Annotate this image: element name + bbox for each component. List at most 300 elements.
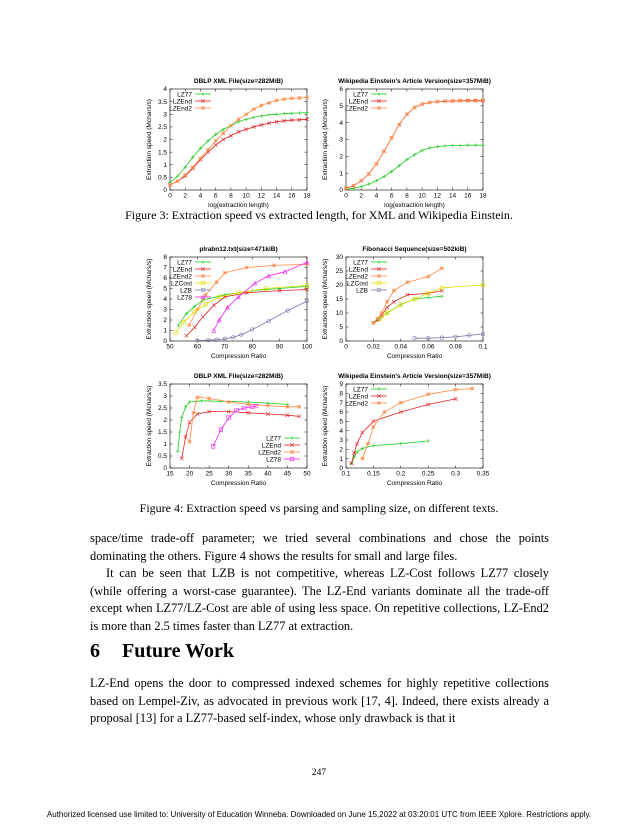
legend-label: LZ78 [266, 456, 281, 464]
series-lzend [168, 118, 309, 187]
legend-label: LZEnd [172, 266, 192, 274]
data-point [405, 112, 409, 116]
legend-marker-glyph [377, 92, 381, 96]
legend-label: LZ77 [177, 91, 192, 99]
legend-marker [290, 450, 294, 454]
data-point [426, 392, 430, 396]
y-tick-label: 2.5 [157, 124, 167, 132]
legend-label: LZ77 [266, 435, 281, 443]
y-tick-label: 5 [163, 285, 167, 293]
data-point [187, 323, 191, 327]
legend-label: LZ77 [353, 386, 368, 394]
data-point [367, 182, 371, 186]
data-point [267, 113, 271, 117]
chart-svg [140, 72, 325, 214]
data-point [440, 294, 444, 298]
data-point [375, 179, 379, 183]
chart-fig4-plrabn [140, 240, 325, 365]
data-point [440, 266, 444, 270]
data-point [392, 300, 396, 304]
y-tick-label: 2.5 [157, 405, 167, 413]
series-lzend [180, 410, 301, 460]
x-tick-label: 80 [248, 343, 256, 351]
data-point [426, 296, 430, 300]
y-tick-label: 2 [339, 446, 343, 454]
legend-marker [377, 92, 381, 96]
section-number: 6 [90, 640, 100, 662]
y-tick-label: 1 [339, 170, 343, 178]
x-tick-label: 16 [288, 192, 296, 200]
y-axis-label: Extraction speed (Mchars/s) [322, 258, 329, 340]
data-point [426, 439, 430, 443]
data-point [372, 425, 376, 429]
x-tick-label: 12 [433, 192, 441, 200]
y-tick-label: 10 [335, 310, 343, 318]
x-tick-label: 0.2 [396, 470, 406, 478]
figure4-caption: Figure 4: Extraction speed vs parsing and sampling size, on different texts. [139, 501, 499, 515]
y-tick-label: 1 [163, 161, 167, 169]
y-tick-label: 7 [163, 264, 167, 272]
y-tick-label: 25 [335, 268, 343, 276]
y-tick-label: 1.5 [157, 149, 167, 157]
legend-marker [377, 401, 381, 405]
x-tick-label: 70 [221, 343, 229, 351]
data-point [443, 144, 447, 148]
data-point [383, 410, 387, 414]
data-point [470, 387, 474, 391]
x-tick-label: 35 [244, 470, 252, 478]
data-point [375, 162, 379, 166]
series-lz77 [372, 294, 444, 324]
data-point [361, 431, 365, 435]
x-tick-label: 10 [242, 192, 250, 200]
data-point [229, 124, 233, 128]
data-point [201, 315, 205, 319]
data-point [246, 403, 250, 407]
y-tick-label: 2 [339, 153, 343, 161]
legend-marker-glyph [290, 436, 294, 440]
legend-label: LZEnd [261, 442, 281, 450]
data-point [275, 112, 279, 116]
data-point [212, 304, 216, 308]
y-tick-label: 20 [335, 282, 343, 290]
data-point [436, 145, 440, 149]
paragraph-1: space/time trade-off parameter; we tried several combinations and chose the points dominating the others. Figure 4 shows the results for small and large files. [90, 531, 549, 563]
chart-fig4-xml [140, 367, 325, 492]
data-point [344, 187, 348, 191]
data-point [385, 306, 389, 310]
data-point [252, 115, 256, 119]
y-tick-label: 1.5 [157, 429, 167, 437]
legend-label: LZ77 [353, 91, 368, 99]
legend-label: LZEnd [348, 98, 368, 106]
footer-notice: Authorized licensed use limited to: University of Education Winneba. Downloaded on June 15,2022 at 03:20:01 UTC from IEEE Xplore. Restrictions apply. [46, 810, 592, 819]
data-point [221, 138, 225, 142]
chart-title: Wikipedia Einstein's Article Version(size=357MiB) [338, 373, 491, 380]
data-point [390, 136, 394, 140]
x-tick-label: 2 [359, 192, 364, 200]
legend-marker-glyph [377, 274, 381, 278]
data-point [223, 271, 227, 275]
legend-label: LZEnd [348, 393, 368, 401]
data-point [382, 149, 386, 153]
y-tick-label: 3 [163, 393, 167, 401]
x-tick-label: 2 [183, 192, 188, 200]
data-point [183, 173, 187, 177]
data-point [372, 321, 376, 325]
data-point [458, 99, 462, 103]
data-point [366, 442, 370, 446]
data-point [252, 107, 256, 111]
x-tick-label: 30 [225, 470, 233, 478]
y-tick-label: 9 [339, 381, 343, 389]
x-tick-label: 0.04 [394, 343, 408, 351]
x-tick-label: 0.3 [451, 470, 461, 478]
x-tick-label: 16 [464, 192, 472, 200]
y-tick-label: 15 [335, 296, 343, 304]
data-point [352, 184, 356, 188]
series-lz77 [168, 111, 309, 184]
y-tick-label: 0 [163, 187, 167, 195]
y-tick-label: 1 [163, 327, 167, 335]
legend-label: LZEnd2 [169, 273, 192, 281]
data-point [474, 143, 478, 147]
x-tick-label: 4 [198, 192, 203, 200]
data-point [426, 275, 430, 279]
legend-marker-glyph [377, 260, 381, 264]
series-line [346, 145, 483, 189]
data-point [266, 404, 270, 408]
data-point [436, 100, 440, 104]
y-axis-label: Extraction speed (Mchars/s) [146, 385, 153, 467]
legend-label: LZCost [347, 280, 368, 288]
x-tick-label: 10 [418, 192, 426, 200]
series-lzb [196, 299, 309, 342]
data-point [443, 99, 447, 103]
x-tick-label: 0.02 [367, 343, 380, 351]
legend-label: LZEnd2 [169, 105, 192, 113]
x-tick-label: 18 [303, 192, 311, 200]
x-tick-label: 14 [272, 192, 281, 200]
data-point [372, 444, 376, 448]
legend-label: LZB [180, 287, 192, 295]
legend-label: LZ78 [177, 294, 192, 302]
chart-svg [140, 367, 325, 492]
legend-marker [201, 92, 205, 96]
legend-label: LZEnd [348, 266, 368, 274]
y-tick-label: 3.5 [157, 98, 167, 106]
data-point [361, 457, 365, 461]
chart-svg [316, 240, 501, 365]
y-tick-label: 3 [163, 306, 167, 314]
data-point [466, 98, 470, 102]
data-point [244, 112, 248, 116]
y-tick-label: 1 [339, 455, 343, 463]
y-tick-label: 3.5 [157, 381, 167, 389]
series-line [197, 301, 307, 340]
y-tick-label: 0 [339, 338, 343, 346]
data-point [206, 148, 210, 152]
series-lz77 [350, 439, 430, 465]
legend-label: LZ77 [353, 259, 368, 267]
y-tick-label: 7 [339, 399, 343, 407]
data-point [481, 143, 485, 147]
series-lzend2 [187, 263, 308, 328]
data-point [290, 111, 294, 115]
data-point [466, 143, 470, 147]
data-point [260, 104, 264, 108]
data-point [297, 405, 301, 409]
data-point [298, 96, 302, 100]
data-point [380, 311, 384, 315]
data-point [290, 97, 294, 101]
x-axis-label: Compression Ratio [386, 353, 443, 360]
y-tick-label: 0.5 [157, 174, 167, 182]
series-line [346, 100, 483, 188]
x-tick-label: 0.25 [421, 470, 435, 478]
data-point [207, 397, 211, 401]
y-axis-label: Extraction speed (Mchars/s) [322, 99, 329, 180]
data-point [367, 172, 371, 176]
series-line [373, 291, 442, 323]
x-tick-label: 4 [374, 192, 379, 200]
y-tick-label: 0 [339, 465, 343, 473]
x-tick-label: 14 [448, 192, 457, 200]
data-point [392, 289, 396, 293]
legend-label: LZEnd2 [345, 105, 368, 113]
data-point [244, 118, 248, 122]
y-tick-label: 5 [339, 324, 343, 332]
chart-svg [140, 240, 325, 365]
legend-marker-glyph [377, 106, 381, 110]
legend-marker-glyph [377, 387, 381, 391]
y-tick-label: 5 [339, 418, 343, 426]
data-point [178, 430, 182, 434]
y-tick-label: 1 [163, 441, 167, 449]
y-tick-label: 2 [163, 417, 167, 425]
x-axis-label: log(extraction length) [208, 202, 269, 209]
chart-fig3-xml [140, 72, 325, 214]
data-point [420, 149, 424, 153]
x-tick-label: 8 [229, 192, 233, 200]
page-number: 247 [311, 768, 327, 778]
x-tick-label: 6 [389, 192, 394, 200]
x-tick-label: 90 [275, 343, 284, 351]
y-tick-label: 0 [163, 465, 167, 473]
y-tick-label: 6 [339, 409, 343, 417]
data-point [229, 134, 233, 138]
x-tick-label: 0.1 [341, 470, 351, 478]
legend-marker-glyph [201, 92, 205, 96]
data-point [451, 99, 455, 103]
data-point [275, 99, 279, 103]
data-point [413, 106, 417, 110]
chart-fig4-wiki [316, 367, 501, 492]
chart-title: DBLP XML File(size=282MiB) [193, 373, 284, 380]
data-point [451, 144, 455, 148]
data-point [399, 401, 403, 405]
y-axis-label: Extraction speed (Mchars/s) [146, 258, 153, 340]
series-lzend2 [372, 266, 444, 324]
y-tick-label: 3 [339, 136, 343, 144]
data-point [286, 405, 290, 409]
data-point [204, 293, 208, 297]
legend-marker-glyph [377, 401, 381, 405]
y-tick-label: 2 [163, 136, 167, 144]
x-axis-label: log(extraction length) [384, 202, 445, 209]
chart-title: plrabn12.txt(size=471kiB) [199, 246, 278, 253]
x-tick-label: 0.08 [449, 343, 462, 351]
series-lz77 [344, 143, 485, 191]
series-line [415, 334, 484, 338]
data-point [428, 146, 432, 150]
legend-marker [377, 274, 381, 278]
x-tick-label: 25 [205, 470, 213, 478]
series-line [352, 441, 429, 463]
data-point [406, 280, 410, 284]
legend-marker-glyph [290, 450, 294, 454]
y-tick-label: 6 [163, 275, 167, 283]
chart-title: Fibonacci Sequence(size=502kiB) [362, 246, 467, 253]
y-axis-label: Extraction speed (Mchars/s) [322, 385, 329, 467]
data-point [272, 264, 276, 268]
x-tick-label: 0.35 [476, 470, 490, 478]
x-axis-label: Compression Ratio [210, 353, 267, 360]
legend-marker [377, 387, 381, 391]
data-point [282, 112, 286, 116]
data-point [188, 440, 192, 444]
series-line [182, 412, 300, 459]
x-tick-label: 8 [405, 192, 409, 200]
y-tick-label: 30 [335, 254, 343, 262]
y-tick-label: 4 [163, 296, 167, 304]
data-point [267, 101, 271, 105]
x-tick-label: 40 [264, 470, 272, 478]
data-point [215, 280, 219, 284]
data-point [372, 420, 376, 424]
data-point [180, 416, 184, 420]
x-tick-label: 15 [166, 470, 174, 478]
legend-marker-glyph [201, 274, 205, 278]
figure3-caption: Figure 3: Extraction speed vs extracted length, for XML and Wikipedia Einstein. [125, 208, 513, 222]
x-axis-label: Compression Ratio [386, 480, 443, 487]
x-tick-label: 0 [344, 192, 348, 200]
series-lzend [372, 289, 444, 325]
data-point [168, 183, 172, 187]
series-lzend [344, 99, 485, 190]
x-tick-label: 12 [257, 192, 265, 200]
legend-label: LZ77 [177, 259, 192, 267]
x-tick-label: 0.06 [421, 343, 435, 351]
y-tick-label: 4 [163, 86, 167, 94]
data-point [214, 139, 218, 143]
series-line [346, 101, 483, 189]
y-tick-label: 2 [163, 317, 167, 325]
x-tick-label: 20 [185, 470, 194, 478]
series-line [352, 399, 456, 463]
data-point [305, 96, 309, 100]
data-point [221, 131, 225, 135]
series-lzb [413, 332, 485, 340]
data-point [359, 185, 363, 189]
data-point [481, 98, 485, 102]
data-point [237, 118, 241, 122]
chart-title: Wikipedia Einstein's Article Version(size=357MiB) [338, 78, 491, 85]
x-tick-label: 0.15 [367, 470, 380, 478]
section-title: Future Work [122, 640, 235, 662]
data-point [227, 400, 231, 404]
data-point [211, 445, 215, 449]
chart-svg [316, 72, 501, 214]
data-point [420, 102, 424, 106]
x-tick-label: 60 [193, 343, 202, 351]
data-point [305, 111, 309, 115]
series-lz78 [211, 404, 258, 448]
data-point [376, 317, 380, 321]
y-tick-label: 4 [339, 427, 343, 435]
series-lzend [350, 397, 458, 465]
y-tick-label: 6 [339, 86, 343, 94]
data-point [193, 326, 197, 330]
data-point [176, 449, 180, 453]
data-point [428, 101, 432, 105]
legend-label: LZEnd2 [345, 400, 368, 408]
chart-title: DBLP XML File(size=282MiB) [193, 78, 284, 85]
series-lz77 [176, 285, 308, 327]
y-tick-label: 3 [339, 437, 343, 445]
x-tick-label: 50 [166, 343, 174, 351]
data-point [385, 300, 389, 304]
x-tick-label: 45 [283, 470, 292, 478]
section-heading [90, 640, 256, 663]
legend-label: LZEnd2 [345, 273, 368, 281]
y-tick-label: 8 [339, 390, 343, 398]
y-axis-label: Extraction speed (Mchars/s) [146, 99, 153, 180]
data-point [282, 97, 286, 101]
y-tick-label: 8 [163, 254, 167, 262]
x-tick-label: 6 [213, 192, 218, 200]
x-tick-label: 0 [168, 192, 172, 200]
y-tick-label: 3 [163, 111, 167, 119]
legend-label: LZEnd [172, 98, 192, 106]
series-line [380, 285, 483, 319]
x-tick-label: 18 [479, 192, 487, 200]
x-tick-label: 0.1 [478, 343, 488, 351]
x-axis-label: Compression Ratio [210, 480, 267, 487]
data-point [199, 157, 203, 161]
y-tick-label: 0 [339, 187, 343, 195]
legend-label: LZCost [171, 280, 192, 288]
legend-label: LZB [356, 287, 368, 295]
data-point [237, 130, 241, 134]
data-point [185, 334, 189, 338]
data-point [192, 411, 196, 415]
data-point [359, 179, 363, 183]
legend-marker-glyph [201, 260, 205, 264]
y-tick-label: 0.5 [157, 453, 167, 461]
legend-marker [377, 106, 381, 110]
x-tick-label: 50 [303, 470, 311, 478]
legend-marker [201, 260, 205, 264]
legend-marker [377, 260, 381, 264]
data-point [245, 266, 249, 270]
paragraph-2: It can be seen that LZB is not competitive, whereas LZ-Cost follows LZ77 closely (while offering a worst-case guarantee). The LZ-End variants dominate all the trade-off except when LZ77/LZ-Cost are able of using less space. On repetitive collections, LZ-End2 is more than 2.5 times faster than LZ77 at extraction. [90, 566, 549, 633]
data-point [399, 442, 403, 446]
data-point [176, 179, 180, 183]
chart-fig3-wiki [316, 72, 501, 214]
legend-marker [290, 436, 294, 440]
data-point [214, 143, 218, 147]
